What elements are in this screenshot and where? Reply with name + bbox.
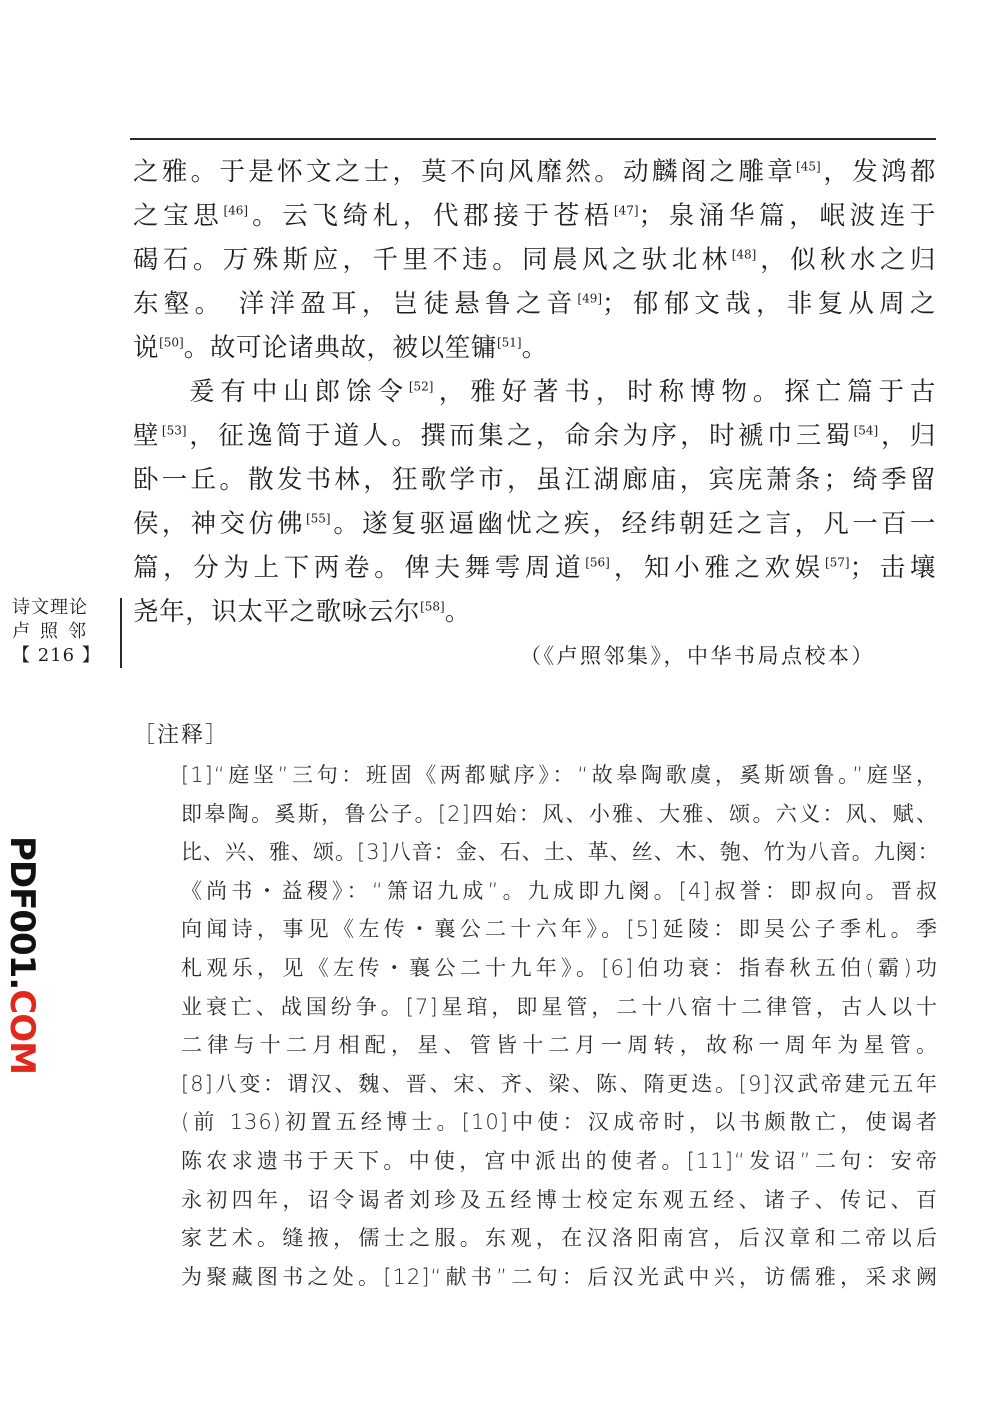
top-rule <box>130 138 936 140</box>
text-segment: 。故可论诸典故，被以笙镛 <box>183 333 497 363</box>
text-segment: 侯，神交仿佛 <box>133 509 306 539</box>
page-number: 【 216 】 <box>12 645 101 666</box>
text-segment: ，雅好著书，时称博物。探亡篇于古 <box>433 377 937 407</box>
footnote-marker: [54] <box>853 423 879 438</box>
text-segment: ；郁郁文哉，非复从周之 <box>602 289 937 319</box>
footnote-marker: [55] <box>305 511 331 526</box>
text-line <box>133 326 936 370</box>
text-line <box>133 590 936 634</box>
sidebar-rule <box>120 598 122 668</box>
text-line <box>133 414 936 458</box>
text-segment: 篇，分为上下两卷。俾夫舞雩周道 <box>133 553 586 583</box>
text-segment: 。 <box>444 597 471 627</box>
footnote-marker: [53] <box>161 423 187 438</box>
text-line <box>133 150 936 194</box>
text-segment: 。云飞绮札，代郡接于苍梧 <box>248 201 614 231</box>
text-segment: 碣石。万殊斯应，千里不违。同晨风之驮北林 <box>133 245 732 275</box>
footnote-marker: [52] <box>408 379 434 394</box>
note-line: (前 136)初置五经博士。[10]中使：汉成帝时，以书颇散亡，使谒者 <box>181 1110 938 1135</box>
text-segment: 之雅。于是怀文之士，莫不向风靡然。动麟阁之雕章 <box>133 157 797 187</box>
text-segment: 东壑。 洋洋盈耳，岂徒悬鲁之音 <box>133 289 578 319</box>
text-line <box>133 458 936 502</box>
note-line: [1]“庭坚”三句：班固《两都赋序》：“故皋陶歌虞，奚斯颂鲁。”庭坚， <box>181 763 938 787</box>
text-segment: ；泉涌华篇，岷波连于 <box>638 201 936 231</box>
note-line: 陈农求遗书于天下。中使，宫中派出的使者。[11]“发诏”二句：安帝 <box>181 1148 938 1173</box>
watermark-part-a: PDF001. <box>2 836 42 990</box>
text-segment: 卧一丘。散发书林，狂歌学市，虽江湖廊庙，宾庑萧条；绮季留 <box>133 465 936 495</box>
text-line <box>133 282 936 326</box>
text-segment: ，归 <box>878 421 936 451</box>
text-line <box>133 546 936 590</box>
text-segment: 尧年，识太平之歌咏云尔 <box>133 597 421 627</box>
note-line: [8]八变：谓汉、魏、晋、宋、齐、梁、陈、隋更迭。[9]汉武帝建元五年 <box>181 1071 938 1096</box>
footnote-marker: [51] <box>496 335 522 350</box>
text-line <box>133 502 936 546</box>
note-line: 《尚书・益稷》：“箫诏九成”。九成即九阕。[4]叔誉：即叔向。晋叔 <box>181 878 938 903</box>
note-line: 家艺术。缝掖，儒士之服。东观，在汉洛阳南宫，后汉章和二帝以后 <box>181 1226 938 1251</box>
footnote-marker: [56] <box>585 555 610 570</box>
text-segment: 壁 <box>133 421 162 451</box>
text-segment: ；击壤 <box>849 553 936 583</box>
text-segment: ，似秋水之归 <box>756 245 936 275</box>
footnote-marker: [47] <box>613 203 639 218</box>
footnote-marker: [48] <box>731 247 757 262</box>
running-head-author: 卢照邻 <box>12 621 96 642</box>
text-segment: 爰有中山郎馀令 <box>189 377 409 407</box>
footnote-marker: [58] <box>420 599 445 614</box>
watermark <box>4 836 40 1116</box>
footnote-marker: [46] <box>223 203 249 218</box>
text-segment: ，发鸿都 <box>820 157 936 187</box>
text-segment: 。 <box>521 333 548 363</box>
footnote-marker: [45] <box>796 159 821 174</box>
text-line <box>133 238 936 282</box>
note-line: 二律与十二月相配，星、管皆十二月一周转，故称一周年为星管。 <box>181 1033 938 1058</box>
note-line: 比、兴、雅、颂。[3]八音：金、石、土、革、丝、木、匏、竹为八音。九阕： <box>181 840 940 865</box>
text-line <box>133 194 936 238</box>
text-segment: ，征逸简于道人。撰而集之，命余为序，时褫巾三蜀 <box>186 421 854 451</box>
note-line: 业衰亡、战国纷争。[7]星琯，即星管，二十八宿十二律管，古人以十 <box>181 994 938 1019</box>
text-segment: 说 <box>133 333 160 363</box>
text-segment: 。遂复驱逼幽忧之疾，经纬朝廷之言，凡一百一 <box>330 509 936 539</box>
note-line: 永初四年，诏令谒者刘珍及五经博士校定东观五经、诸子、传记、百 <box>181 1187 938 1212</box>
source-citation: （《卢照邻集》，中华书局点校本） <box>520 644 875 668</box>
footnote-marker: [49] <box>577 291 603 306</box>
note-line: 为聚藏图书之处。[12]“献书”二句：后汉光武中兴，访儒雅，采求阙 <box>181 1264 938 1289</box>
main-text <box>133 150 936 634</box>
note-line: 札观乐，见《左传・襄公二十九年》。[6]伯功衰：指春秋五伯(霸)功 <box>181 955 938 980</box>
text-line <box>133 370 936 414</box>
footnote-marker: [57] <box>824 555 850 570</box>
note-line: 向闻诗，事见《左传・襄公二十六年》。[5]延陵：即吴公子季札。季 <box>181 917 938 942</box>
running-head-title: 诗文理论 <box>12 597 88 618</box>
footnote-marker: [50] <box>159 335 184 350</box>
notes-heading: ［注释］ <box>133 723 230 748</box>
text-segment: ，知小雅之欢娱 <box>609 553 825 583</box>
text-segment: 之宝思 <box>133 201 224 231</box>
notes-body <box>181 756 938 1296</box>
note-line: 即皋陶。奚斯，鲁公子。[2]四始：风、小雅、大雅、颂。六义：风、赋、 <box>181 801 938 826</box>
page-sidebar <box>12 596 122 668</box>
watermark-part-b: COM <box>2 989 42 1074</box>
